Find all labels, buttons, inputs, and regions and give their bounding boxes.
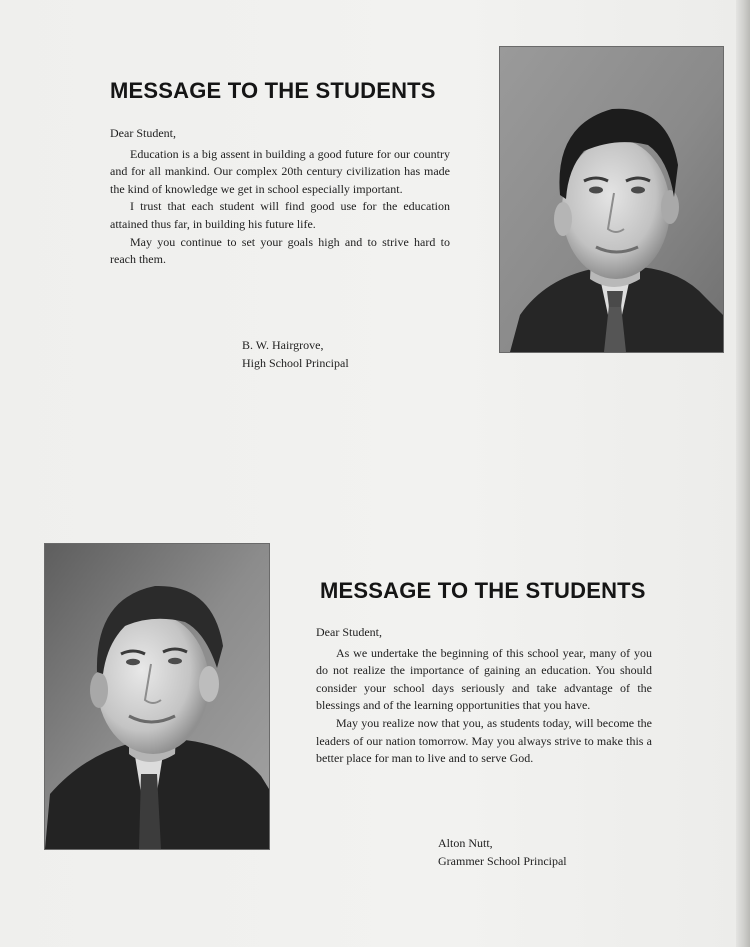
bottom-message-signature [438, 834, 567, 870]
top-message-heading: MESSAGE TO THE STUDENTS [110, 78, 436, 103]
top-message-paragraph: Education is a big assent in building a good future for our country and for all mankind. Our complex 20th century civilization has made the kind of knowledge we get in school especially important. [110, 146, 450, 196]
principal-portrait-top [500, 47, 723, 352]
portrait-photo-top [500, 47, 723, 352]
bottom-message-salutation: Dear Student, [316, 625, 382, 639]
principal-portrait-bottom [45, 544, 269, 849]
bottom-message-body [316, 624, 652, 768]
portrait-photo-bottom [45, 544, 269, 849]
page-edge-shadow [736, 0, 750, 947]
top-signature-name: B. W. Hairgrove, [242, 338, 324, 352]
bottom-message-paragraph: As we undertake the beginning of this school year, many of you do not realize the importance of gaining an education. You should consider your school days seriously and take advantage of the blessings and of the learning opportunities that you have. [316, 645, 652, 713]
bottom-signature-name: Alton Nutt, [438, 836, 493, 850]
top-message-salutation: Dear Student, [110, 126, 176, 140]
top-message-paragraph: I trust that each student will find good use for the education attained thus far, in building his future life. [110, 199, 450, 231]
bottom-message-paragraph: May you realize now that you, as students today, will become the leaders of our nation tomorrow. May you always strive to make this a better place for man to live and to serve God. [316, 715, 652, 766]
top-message-signature [242, 336, 349, 372]
bottom-message-heading: MESSAGE TO THE STUDENTS [320, 578, 646, 603]
top-message-paragraph: May you continue to set your goals high and to strive hard to reach them. [110, 234, 450, 267]
top-message-body [110, 125, 450, 269]
top-signature-title: High School Principal [242, 356, 349, 370]
bottom-signature-title: Grammer School Principal [438, 854, 567, 868]
